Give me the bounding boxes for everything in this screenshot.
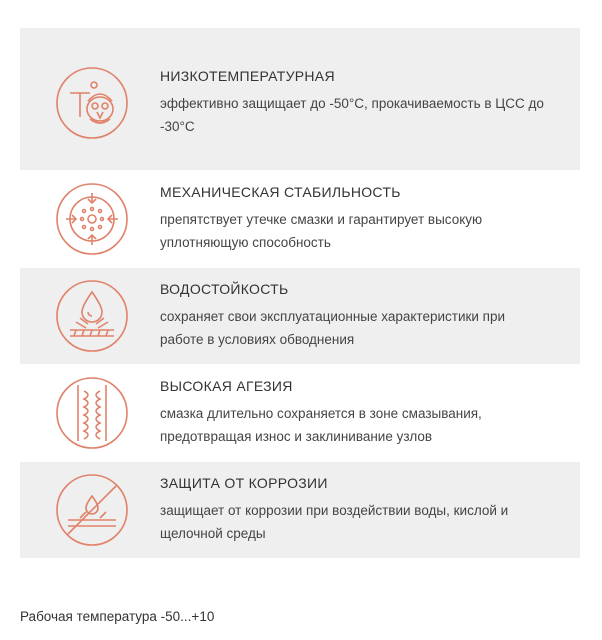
feature-description [160, 92, 544, 138]
description-line: -30°С [160, 119, 195, 134]
description-line: эффективно защищает до -50°С, прокачиваемость в ЦСС до [160, 96, 544, 111]
corrosion-protection-icon [54, 472, 130, 548]
feature-corrosion-protection [20, 462, 580, 560]
feature-title: НИЗКОТЕМПЕРАТУРНАЯ [160, 68, 335, 84]
description-line: щелочной среды [160, 526, 266, 541]
working-temperature-text: Рабочая температура -50...+10 [20, 609, 215, 624]
feature-mechanical-stability [20, 172, 580, 268]
feature-title: ВОДОСТОЙКОСТЬ [160, 281, 289, 297]
feature-low-temperature [20, 28, 580, 172]
description-line: предотвращая износ и заклинивание узлов [160, 429, 433, 444]
features-list [20, 28, 580, 560]
adhesion-icon [54, 375, 130, 451]
description-line: смазка длительно сохраняется в зоне смазывания, [160, 406, 482, 421]
feature-description [160, 208, 482, 254]
feature-adhesion [20, 366, 580, 462]
description-line: сохраняет свои эксплуатационные характеристики при [160, 309, 506, 324]
description-line: работе в условиях обводнения [160, 332, 355, 347]
description-line: препятствует утечке смазки и гарантирует высокую [160, 212, 483, 227]
low-temperature-icon [54, 65, 130, 141]
description-line: уплотняющую способность [160, 235, 331, 250]
water-resistance-icon [54, 278, 130, 354]
feature-title: ЗАЩИТА ОТ КОРРОЗИИ [160, 475, 328, 491]
feature-description [160, 402, 482, 448]
feature-title: ВЫСОКАЯ АГЕЗИЯ [160, 378, 293, 394]
feature-description [160, 305, 505, 351]
mechanical-stability-icon [54, 181, 130, 257]
description-line: защищает от коррозии при воздействии воды, кислой и [160, 503, 509, 518]
feature-water-resistance [20, 268, 580, 366]
feature-description [160, 499, 508, 545]
feature-title: МЕХАНИЧЕСКАЯ СТАБИЛЬНОСТЬ [160, 184, 401, 200]
